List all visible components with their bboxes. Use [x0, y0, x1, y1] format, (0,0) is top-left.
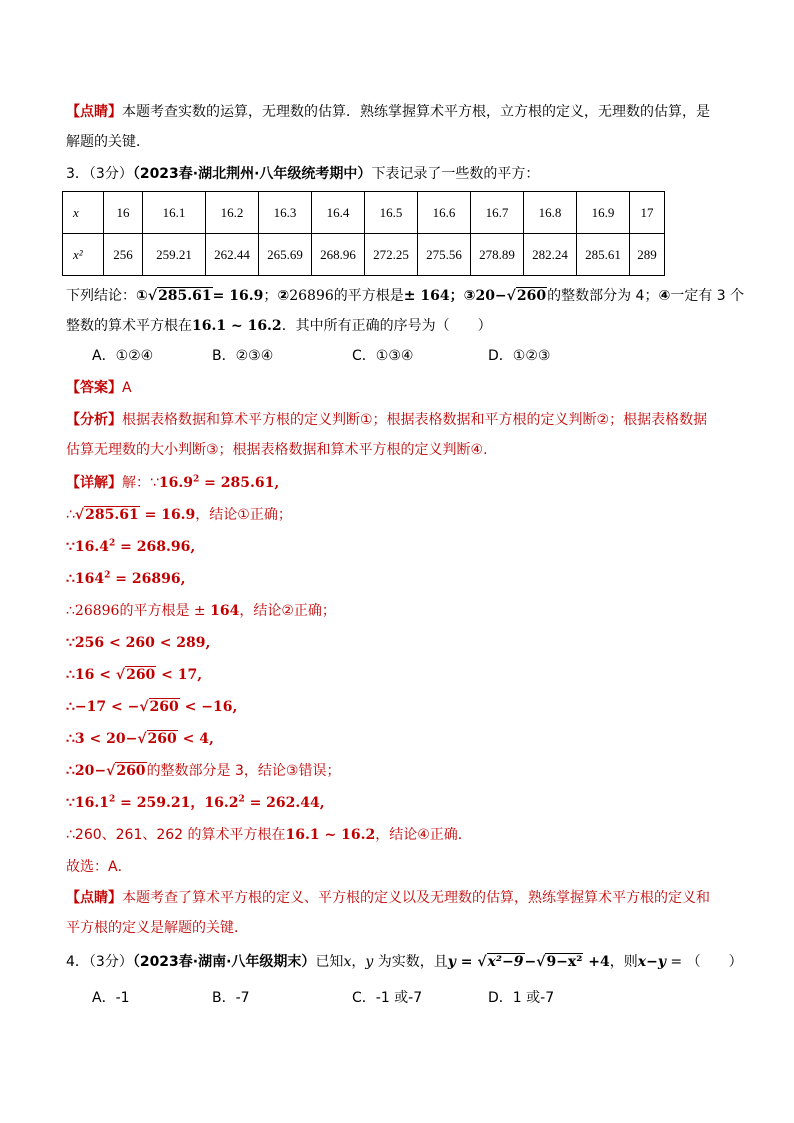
q3-detail-11: [66, 793, 724, 813]
dianjing-text: 本题考查了算术平方根的定义、平方根的定义以及无理数的估算，熟练掌握算术平方根的定义和: [122, 890, 710, 906]
math-text: ∴3 < 20−: [66, 731, 138, 747]
table-cell: 268.96: [312, 234, 365, 276]
option-b[interactable]: B．②③④: [212, 348, 274, 364]
q3-detail-5: [66, 601, 724, 621]
q3-conclusions-line2: [66, 316, 724, 336]
sqrt-expr: √260: [139, 699, 179, 715]
q3-detail-6: ∵256 < 260 < 289,: [66, 635, 211, 651]
text: 解：∵: [122, 475, 159, 491]
radicand: x²−9: [487, 954, 524, 970]
conclusion-num: ②: [277, 288, 290, 304]
sqrt-expr: √260: [137, 731, 177, 747]
prev-dianjing-line2: [66, 132, 724, 152]
question-stem: 下表记录了一些数的平方：: [371, 166, 540, 182]
detail-tag: 【详解】: [66, 475, 122, 491]
dianjing-text: 平方根的定义是解题的关键．: [66, 920, 248, 936]
math-text: 16.9: [158, 475, 194, 491]
radicand: 260: [147, 731, 177, 747]
sqrt-expr: √285.61: [74, 507, 139, 523]
math-text: = 285.61,: [199, 475, 280, 491]
q3-detail-1: [66, 473, 724, 493]
text: 一定有 3 个: [670, 288, 745, 304]
analysis-text: 估算无理数的大小判断③；根据表格数据和算术平方根的定义判断④.: [66, 442, 488, 458]
math-text: ∴−17 < −: [66, 699, 140, 715]
radicand: 9−x²: [546, 954, 583, 970]
math-var: y: [447, 954, 456, 970]
math-text: ∴16 <: [66, 667, 116, 683]
dianjing-tag: 【点睛】: [66, 104, 122, 120]
math-text: +4: [583, 954, 610, 970]
text: 的平方根是: [333, 288, 404, 304]
separator: ；: [263, 288, 278, 304]
sqrt-expr: √x²−9: [477, 954, 524, 970]
math-text: =: [455, 954, 478, 970]
exponent: 2: [109, 794, 116, 805]
table-cell: 259.21: [143, 234, 206, 276]
text: ，结论①正确；: [195, 507, 292, 523]
q4-options: [92, 988, 724, 1008]
question-source: （2023春·湖北荆州·八年级统考期中）: [132, 166, 372, 182]
table-cell: 16.5: [365, 192, 418, 234]
text: ，结论④正确．: [375, 827, 472, 843]
text: 的整数部分是 3，结论③错误；: [146, 763, 341, 779]
sqrt-expr: √260: [106, 763, 146, 779]
q3-analysis-line1: [66, 410, 724, 430]
table-cell: 278.89: [471, 234, 524, 276]
math-text: 16.1 ~ 16.2: [285, 827, 376, 843]
exponent: 2: [238, 794, 245, 805]
table-cell: 16.6: [418, 192, 471, 234]
radicand: 285.61: [85, 507, 139, 523]
math-text: < 17: [156, 667, 198, 683]
q3-detail-4: [66, 569, 724, 589]
answer-tag: 【答案】: [66, 380, 122, 396]
option-d[interactable]: D．①②③: [488, 348, 551, 364]
exponent: 2: [109, 538, 116, 549]
conclusion-num: ；③: [449, 288, 476, 304]
table-cell: 16: [104, 192, 143, 234]
sqrt-expr: √285.61: [147, 288, 212, 304]
math-text: ∵16.1: [66, 795, 110, 811]
math-var: x: [343, 954, 352, 970]
math-text: 20−: [475, 288, 507, 304]
math-text: < 4,: [177, 731, 214, 747]
q3-header: [66, 164, 724, 184]
math-text: = 16.9: [139, 507, 196, 523]
q3-detail-3: [66, 537, 724, 557]
text: 已知: [315, 954, 344, 970]
radicand: 260: [116, 763, 146, 779]
table-cell: 16.9: [577, 192, 630, 234]
table-cell: x²: [63, 234, 104, 276]
table-cell: 16.3: [259, 192, 312, 234]
table-cell: 289: [630, 234, 665, 276]
prev-dianjing-line1: [66, 102, 724, 122]
text: ∴260、261、262 的算术平方根在: [66, 827, 286, 843]
table-cell: 265.69: [259, 234, 312, 276]
text: = （ ）: [665, 954, 743, 970]
q3-detail-2: [66, 505, 724, 525]
table-cell: 275.56: [418, 234, 471, 276]
q3-choice: 故选：A．: [66, 859, 132, 875]
table-cell: 285.61: [577, 234, 630, 276]
q3-conclusions-line1: [66, 286, 745, 306]
math-text: < −16,: [179, 699, 238, 715]
analysis-text: 根据表格数据和算术平方根的定义判断①；根据表格数据和平方根的定义判断②；根据表格数据: [122, 412, 708, 428]
dianjing-text: 本题考查实数的运算，无理数的估算．熟练掌握算术平方根，立方根的定义，无理数的估算，是: [122, 104, 710, 120]
option-a[interactable]: A．-1: [92, 990, 130, 1006]
math-text: ∴164: [66, 571, 105, 587]
answer-value: A: [122, 380, 132, 396]
math-text: ∴20−: [66, 763, 107, 779]
sqrt-expr: √9−x²: [536, 954, 583, 970]
option-a[interactable]: A．①②④: [92, 348, 154, 364]
q3-detail-8: [66, 697, 724, 717]
q3-dianjing-line2: [66, 918, 724, 938]
dianjing-text: 解题的关键．: [66, 134, 150, 150]
question-source: （2023春·湖南·八年级期末）: [132, 954, 316, 970]
table-row: [63, 192, 665, 234]
table-cell: x: [63, 192, 104, 234]
text: 为实数，且: [373, 954, 448, 970]
table-cell: 16.4: [312, 192, 365, 234]
math-text: x−y: [637, 954, 666, 970]
math-text: ± 164: [403, 288, 450, 304]
option-d[interactable]: D．1 或-7: [488, 990, 555, 1006]
q3-answer: [66, 378, 724, 398]
analysis-tag: 【分析】: [66, 412, 122, 428]
table-cell: 16.1: [143, 192, 206, 234]
conclusion-num: ④: [658, 288, 671, 304]
text: ．其中所有正确的序号为（ ）: [281, 318, 492, 334]
q3-dianjing-line1: [66, 888, 724, 908]
q3-detail-7: [66, 665, 724, 685]
text: 的平方根是 ±: [119, 603, 211, 619]
conclusion-prefix: 下列结论：: [66, 288, 136, 304]
math-text: 164: [210, 603, 240, 619]
question-number: 4．（3分）: [66, 954, 133, 970]
q3-detail-12: [66, 825, 724, 845]
text: 的整数部分为 4；: [547, 288, 659, 304]
radicand: 260: [516, 288, 547, 304]
q3-detail-10: [66, 761, 724, 781]
radicand: 260: [126, 667, 156, 683]
table-cell: 16.7: [471, 192, 524, 234]
exponent: 2: [104, 570, 111, 581]
math-text: = 259.21，16.2: [115, 795, 239, 811]
dianjing-tag: 【点睛】: [66, 890, 122, 906]
text: ∴: [66, 507, 75, 523]
table-cell: 272.25: [365, 234, 418, 276]
math-text: = 26896,: [110, 571, 186, 587]
math-text: ∵16.4: [66, 539, 110, 555]
table-cell: 16.8: [524, 192, 577, 234]
table-cell: 282.24: [524, 234, 577, 276]
squares-table: [62, 191, 665, 276]
math-text: −: [524, 954, 537, 970]
math-var: y: [365, 954, 374, 970]
question-number: 3．（3分）: [66, 166, 133, 182]
text: 整数的算术平方根在: [66, 318, 192, 334]
radicand: 260: [149, 699, 179, 715]
math-text: 26896: [289, 288, 334, 304]
table-cell: 16.2: [206, 192, 259, 234]
table-cell: 262.44: [206, 234, 259, 276]
math-text: ,: [197, 667, 203, 683]
option-b[interactable]: B．-7: [212, 990, 250, 1006]
q3-analysis-line2: [66, 440, 724, 460]
math-text: ∴26896: [66, 603, 120, 619]
math-text: 16.1 ~ 16.2: [192, 318, 282, 334]
conclusion-num: ①: [136, 288, 148, 304]
option-c[interactable]: C．-1 或-7: [352, 990, 423, 1006]
sqrt-expr: √260: [506, 288, 547, 304]
table-cell: 256: [104, 234, 143, 276]
option-c[interactable]: C．①③④: [352, 348, 414, 364]
radicand: 285.61: [158, 288, 212, 304]
sqrt-expr: √260: [115, 667, 156, 683]
q3-options: [92, 346, 724, 366]
math-text: = 16.9: [212, 288, 264, 304]
q3-detail-9: [66, 729, 724, 749]
text: ，则: [609, 954, 638, 970]
table-row: [63, 234, 665, 276]
exponent: 2: [193, 474, 200, 485]
math-text: = 268.96,: [115, 539, 196, 555]
text: ，: [351, 954, 366, 970]
math-text: = 262.44,: [244, 795, 325, 811]
q4-stem: [66, 952, 743, 972]
text: ，结论②正确；: [239, 603, 336, 619]
table-cell: 17: [630, 192, 665, 234]
